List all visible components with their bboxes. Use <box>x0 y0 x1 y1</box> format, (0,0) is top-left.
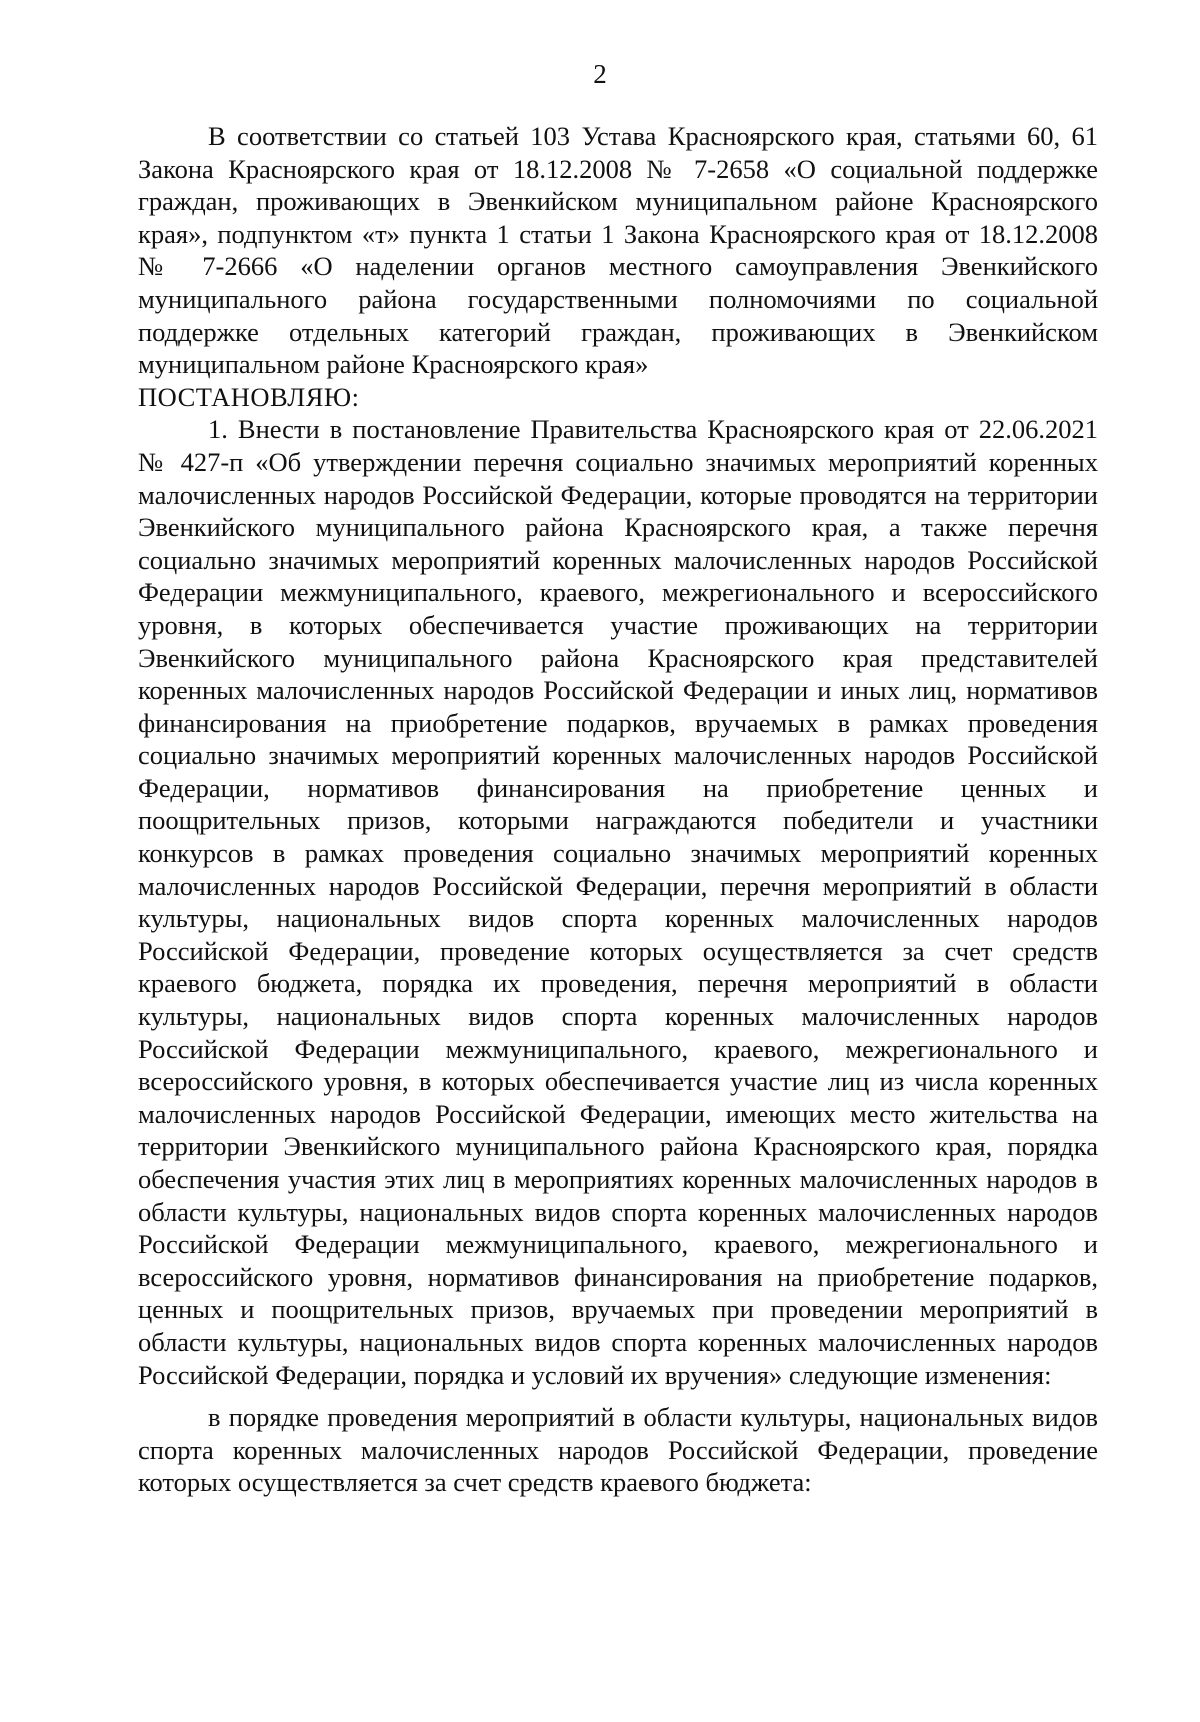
sub-item-paragraph: в порядке проведения мероприятий в области культуры, национальных видов спорта коренных малочисленных народов Российской Федерации, проведение которых осуществляется за счет средств краевого бюджета: <box>138 1402 1098 1498</box>
document-body <box>138 120 1098 1499</box>
page-number: 2 <box>593 59 607 89</box>
decree-word: ПОСТАНОВЛЯЮ: <box>138 381 360 412</box>
item-1-paragraph: 1. Внести в постановление Правительства Красноярского края от 22.06.2021 № 427-п «Об утверждении перечня социально значимых мероприятий коренных малочисленных народов Российской Федерации, которые проводятся на территории Эвенкийского муниципального района Красноярского края, а также перечня социально значимых мероприятий коренных малочисленных народов Российской Федерации межмуниципального, краевого, межрегионального и всероссийского уровня, в которых обеспечивается участие проживающих на территории Эвенкийского муниципального района Красноярского края представителей коренных малочисленных народов Российской Федерации и иных лиц, нормативов финансирования на приобретение подарков, вручаемых в рамках проведения социально значимых мероприятий коренных малочисленных народов Российской Федерации, нормативов финансирования на приобретение ценных и поощрительных призов, которыми награждаются победители и участники конкурсов в рамках проведения социально значимых мероприятий коренных малочисленных народов Российской Федерации, перечня мероприятий в области культуры, национальных видов спорта коренных малочисленных народов Российской Федерации, проведение которых осуществляется за счет средств краевого бюджета, порядка их проведения, перечня мероприятий в области культуры, национальных видов спорта коренных малочисленных народов Российской Федерации межмуниципального, краевого, межрегионального и всероссийского уровня, в которых обеспечивается участие лиц из числа коренных малочисленных народов Российской Федерации, имеющих место жительства на территории Эвенкийского муниципального района Красноярского края, порядка обеспечения участия этих лиц в мероприятиях коренных малочисленных народов в области культуры, национальных видов спорта коренных малочисленных народов Российской Федерации межмуниципального, краевого, межрегионального и всероссийского уровня, нормативов финансирования на приобретение подарков, ценных и поощрительных призов, вручаемых при проведении мероприятий в области культуры, национальных видов спорта коренных малочисленных народов Российской Федерации, порядка и условий их вручения» следующие изменения: <box>138 414 1098 1390</box>
preamble-text: В соответствии со статьей 103 Устава Красноярского края, статьями 60, 61 Закона Красноярского края от 18.12.2008 № 7-2658 «О социальной поддержке граждан, проживающих в Эвенкийском муниципальном районе Красноярского края», подпунктом «т» пункта 1 статьи 1 Закона Красноярского края от 18.12.2008 № 7-2666 «О наделении органов местного самоуправления Эвенкийского муниципального района государственными полномочиями по социальной поддержке отдельных категорий граждан, проживающих в Эвенкийском муниципальном районе Красноярского края» <box>138 121 1098 380</box>
preamble-paragraph <box>138 120 1098 413</box>
